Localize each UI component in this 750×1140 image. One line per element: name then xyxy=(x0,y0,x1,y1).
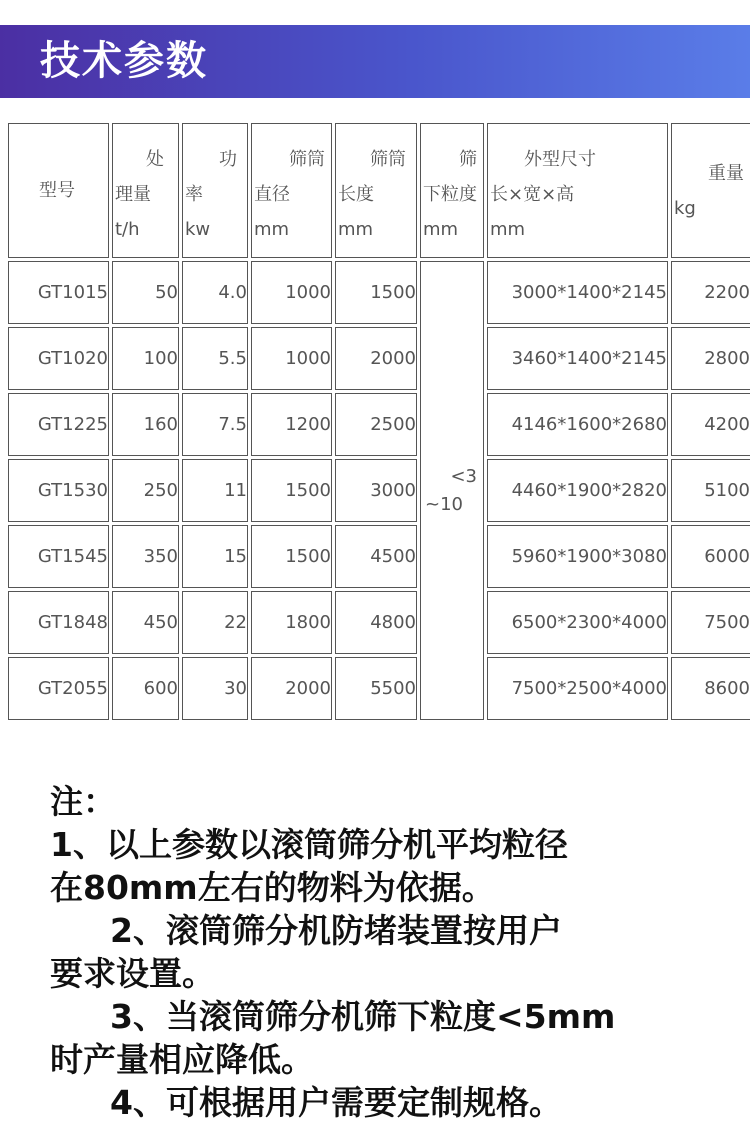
cell-capacity: 160 xyxy=(112,393,179,456)
cell-length: 5500 xyxy=(335,657,417,720)
header-model: 型号 xyxy=(8,123,109,258)
cell-power: 22 xyxy=(182,591,248,654)
note-1-line-1: 1、以上参数以滚筒筛分机平均粒径 xyxy=(50,825,568,864)
table-row xyxy=(8,261,750,324)
cell-dimensions: 3000*1400*2145 xyxy=(487,261,668,324)
cell-capacity: 350 xyxy=(112,525,179,588)
note-4: 4、可根据用户需要定制规格。 xyxy=(110,1083,562,1122)
cell-power: 5.5 xyxy=(182,327,248,390)
cell-weight: 6000 xyxy=(671,525,750,588)
cell-power: 7.5 xyxy=(182,393,248,456)
table-row xyxy=(8,525,750,588)
table-row xyxy=(8,327,750,390)
cell-capacity: 250 xyxy=(112,459,179,522)
cell-capacity: 50 xyxy=(112,261,179,324)
cell-diameter: 2000 xyxy=(251,657,332,720)
cell-diameter: 1200 xyxy=(251,393,332,456)
notes-title: 注： xyxy=(50,782,116,821)
cell-length: 1500 xyxy=(335,261,417,324)
notes-section xyxy=(50,780,740,1124)
cell-length: 2000 xyxy=(335,327,417,390)
cell-length: 4800 xyxy=(335,591,417,654)
cell-weight: 4200 xyxy=(671,393,750,456)
cell-dimensions: 5960*1900*3080 xyxy=(487,525,668,588)
cell-length: 3000 xyxy=(335,459,417,522)
cell-length: 4500 xyxy=(335,525,417,588)
cell-power: 11 xyxy=(182,459,248,522)
header-mesh-size: 筛 下粒度 mm xyxy=(420,123,484,258)
cell-diameter: 1000 xyxy=(251,327,332,390)
header-power: 功 率 kw xyxy=(182,123,248,258)
cell-diameter: 1500 xyxy=(251,459,332,522)
cell-dimensions: 7500*2500*4000 xyxy=(487,657,668,720)
note-2-line-2: 要求设置。 xyxy=(50,954,215,993)
cell-dimensions: 4460*1900*2820 xyxy=(487,459,668,522)
note-2-line-1: 2、滚筒筛分机防堵装置按用户 xyxy=(110,911,562,950)
table-row xyxy=(8,459,750,522)
page-title: 技术参数 xyxy=(40,38,208,84)
cell-model: GT1225 xyxy=(8,393,109,456)
header-capacity: 处 理量 t/h xyxy=(112,123,179,258)
note-3-line-2: 时产量相应降低。 xyxy=(50,1040,314,1079)
spec-table xyxy=(5,120,750,723)
cell-weight: 5100 xyxy=(671,459,750,522)
cell-model: GT1848 xyxy=(8,591,109,654)
cell-power: 15 xyxy=(182,525,248,588)
header-weight: 重量 kg xyxy=(671,123,750,258)
cell-capacity: 600 xyxy=(112,657,179,720)
cell-model: GT1015 xyxy=(8,261,109,324)
cell-dimensions: 4146*1600*2680 xyxy=(487,393,668,456)
cell-power: 30 xyxy=(182,657,248,720)
note-1-line-2: 在80mm左右的物料为依据。 xyxy=(50,868,495,907)
header-dimensions: 外型尺寸 长×宽×高 mm xyxy=(487,123,668,258)
cell-power: 4.0 xyxy=(182,261,248,324)
note-3-line-1: 3、当滚筒筛分机筛下粒度<5mm xyxy=(110,997,616,1036)
table-header-row xyxy=(8,123,750,258)
cell-dimensions: 6500*2300*4000 xyxy=(487,591,668,654)
cell-diameter: 1800 xyxy=(251,591,332,654)
table-row xyxy=(8,393,750,456)
cell-dimensions: 3460*1400*2145 xyxy=(487,327,668,390)
cell-diameter: 1000 xyxy=(251,261,332,324)
mesh-size-max: ~10 xyxy=(425,493,463,515)
cell-mesh-size xyxy=(420,261,484,720)
cell-model: GT1020 xyxy=(8,327,109,390)
cell-capacity: 450 xyxy=(112,591,179,654)
cell-weight: 8600 xyxy=(671,657,750,720)
title-banner xyxy=(0,25,750,98)
cell-model: GT2055 xyxy=(8,657,109,720)
table-row xyxy=(8,657,750,720)
cell-model: GT1530 xyxy=(8,459,109,522)
cell-length: 2500 xyxy=(335,393,417,456)
cell-weight: 2200 xyxy=(671,261,750,324)
cell-weight: 2800 xyxy=(671,327,750,390)
header-diameter: 筛筒 直径 mm xyxy=(251,123,332,258)
cell-capacity: 100 xyxy=(112,327,179,390)
header-length: 筛筒 长度 mm xyxy=(335,123,417,258)
cell-weight: 7500 xyxy=(671,591,750,654)
mesh-size-min: <3 xyxy=(450,465,477,487)
cell-model: GT1545 xyxy=(8,525,109,588)
table-row xyxy=(8,591,750,654)
cell-diameter: 1500 xyxy=(251,525,332,588)
